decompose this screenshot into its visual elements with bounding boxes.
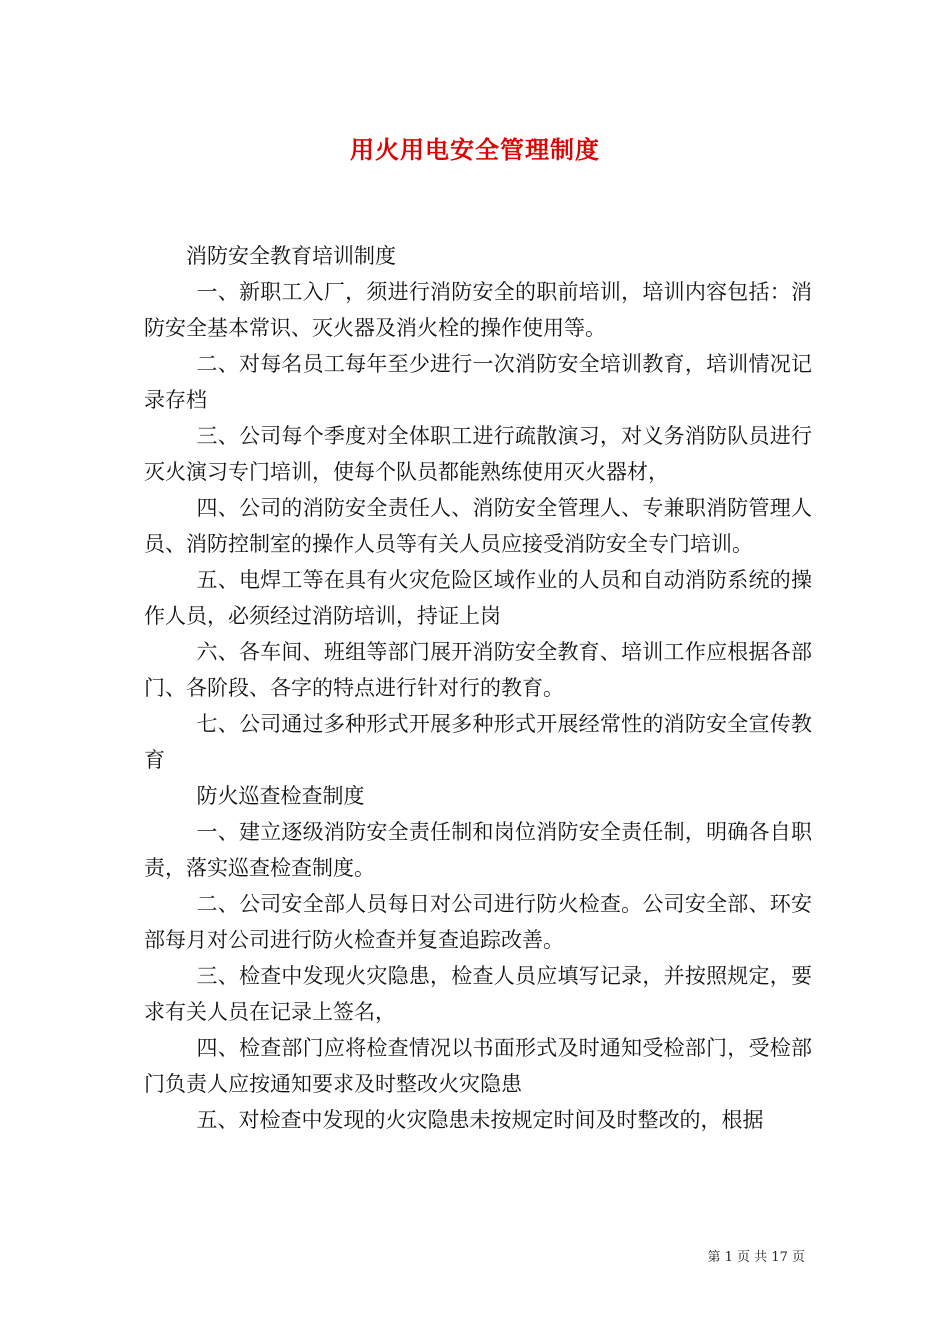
paragraph: 一、建立逐级消防安全责任制和岗位消防安全责任制，明确各自职责，落实巡查检查制度。 xyxy=(144,820,812,880)
paragraph: 五、对检查中发现的火灾隐患未按规定时间及时整改的，根据 xyxy=(196,1108,764,1132)
section-heading-fire-inspection: 防火巡查检查制度 xyxy=(196,784,365,808)
paragraph: 四、检查部门应将检查情况以书面形式及时通知受检部门，受检部门负责人应按通知要求及时整改火灾隐患 xyxy=(144,1036,812,1096)
paragraph: 一、新职工入厂，须进行消防安全的职前培训，培训内容包括：消防安全基本常识、灭火器及消火栓的操作使用等。 xyxy=(144,280,812,340)
paragraph: 四、公司的消防安全责任人、消防安全管理人、专兼职消防管理人员、消防控制室的操作人员等有关人员应接受消防安全专门培训。 xyxy=(144,496,812,556)
paragraph: 七、公司通过多种形式开展多种形式开展经常性的消防安全宣传教育 xyxy=(144,712,812,772)
page-title: 用火用电安全管理制度 xyxy=(350,135,600,164)
section-heading-fire-training: 消防安全教育培训制度 xyxy=(186,244,396,268)
paragraph: 三、检查中发现火灾隐患，检查人员应填写记录，并按照规定，要求有关人员在记录上签名， xyxy=(144,964,812,1024)
paragraph: 五、电焊工等在具有火灾危险区域作业的人员和自动消防系统的操作人员，必须经过消防培训，持证上岗 xyxy=(144,568,812,628)
paragraph: 六、各车间、班组等部门展开消防安全教育、培训工作应根据各部门、各阶段、各字的特点进行针对行的教育。 xyxy=(144,640,812,700)
paragraph: 二、对每名员工每年至少进行一次消防安全培训教育，培训情况记录存档 xyxy=(144,352,812,412)
document-body xyxy=(144,238,812,1138)
paragraph: 三、公司每个季度对全体职工进行疏散演习，对义务消防队员进行灭火演习专门培训，使每个队员都能熟练使用灭火器材， xyxy=(144,424,812,484)
page-number-footer: 第 1 页 共 17 页 xyxy=(707,1250,805,1265)
paragraph: 二、公司安全部人员每日对公司进行防火检查。公司安全部、环安部每月对公司进行防火检查并复查追踪改善。 xyxy=(144,892,812,952)
